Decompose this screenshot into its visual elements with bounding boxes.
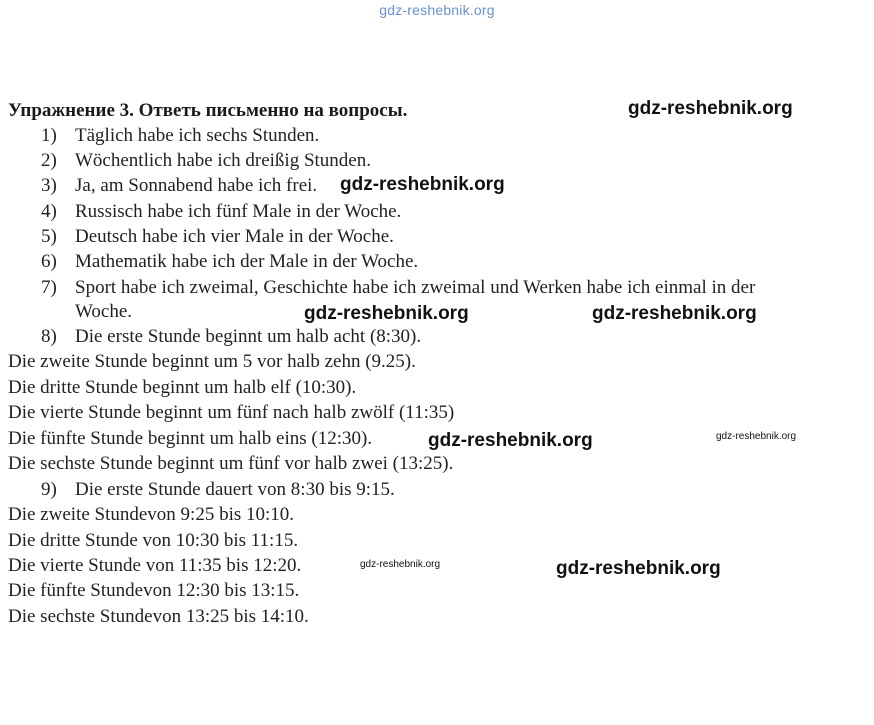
top-watermark: gdz-reshebnik.org xyxy=(379,2,495,18)
answer-line: Die dritte Stunde von 10:30 bis 11:15. xyxy=(8,530,299,551)
answer-line: Die zweite Stundevon 9:25 bis 10:10. xyxy=(8,504,295,525)
watermark: gdz-reshebnik.org xyxy=(340,174,505,195)
item-number: 5) xyxy=(41,226,57,247)
item-number: 4) xyxy=(41,201,57,222)
item-number: 3) xyxy=(41,175,57,196)
watermark: gdz-reshebnik.org xyxy=(428,430,593,451)
watermark: gdz-reshebnik.org xyxy=(304,303,469,324)
item-text-continuation: Woche. xyxy=(75,301,133,322)
answer-line: Die vierte Stunde beginnt um fünf nach halb zwölf (11:35) xyxy=(8,402,455,423)
item-text: Die erste Stunde dauert von 8:30 bis 9:15. xyxy=(75,479,395,500)
watermark: gdz-reshebnik.org xyxy=(592,303,757,324)
answer-line: Die fünfte Stunde beginnt um halb eins (12:30). xyxy=(8,428,373,449)
answer-line: Die vierte Stunde von 11:35 bis 12:20. xyxy=(8,555,302,576)
answer-item xyxy=(41,250,418,274)
answer-line: Die dritte Stunde beginnt um halb elf (10:30). xyxy=(8,377,357,398)
item-number: 7) xyxy=(41,277,57,298)
answer-item xyxy=(41,174,317,198)
answer-item xyxy=(41,200,401,224)
answer-item xyxy=(41,124,319,148)
answer-line: Die sechste Stundevon 13:25 bis 14:10. xyxy=(8,606,309,627)
exercise-heading: Упражнение 3. Ответь письменно на вопросы. xyxy=(8,100,408,121)
answer-line: Die fünfte Stundevon 12:30 bis 13:15. xyxy=(8,580,300,601)
item-text: Sport habe ich zweimal, Geschichte habe ich zweimal und Werken habe ich einmal in der xyxy=(75,277,756,298)
watermark: gdz-reshebnik.org xyxy=(628,98,793,119)
item-text: Mathematik habe ich der Male in der Woche. xyxy=(75,251,419,272)
item-number: 1) xyxy=(41,125,57,146)
item-text: Russisch habe ich fünf Male in der Woche. xyxy=(75,201,402,222)
item-number: 8) xyxy=(41,326,57,347)
answer-item xyxy=(41,276,755,300)
item-text: Ja, am Sonnabend habe ich frei. xyxy=(75,175,318,196)
answer-item xyxy=(41,225,394,249)
item-number: 2) xyxy=(41,150,57,171)
answer-line: Die zweite Stunde beginnt um 5 vor halb zehn (9.25). xyxy=(8,351,416,372)
answer-line: Die sechste Stunde beginnt um fünf vor halb zwei (13:25). xyxy=(8,453,454,474)
watermark: gdz-reshebnik.org xyxy=(360,559,441,570)
item-text: Deutsch habe ich vier Male in der Woche. xyxy=(75,226,394,247)
item-text: Die erste Stunde beginnt um halb acht (8:30). xyxy=(75,326,422,347)
item-number: 9) xyxy=(41,479,57,500)
answer-item xyxy=(41,325,421,349)
watermark: gdz-reshebnik.org xyxy=(716,431,797,442)
watermark: gdz-reshebnik.org xyxy=(556,558,721,579)
answer-item xyxy=(41,149,371,173)
item-text: Täglich habe ich sechs Stunden. xyxy=(75,125,320,146)
answer-item xyxy=(41,478,395,502)
item-text: Wöchentlich habe ich dreißig Stunden. xyxy=(75,150,371,171)
item-number: 6) xyxy=(41,251,57,272)
